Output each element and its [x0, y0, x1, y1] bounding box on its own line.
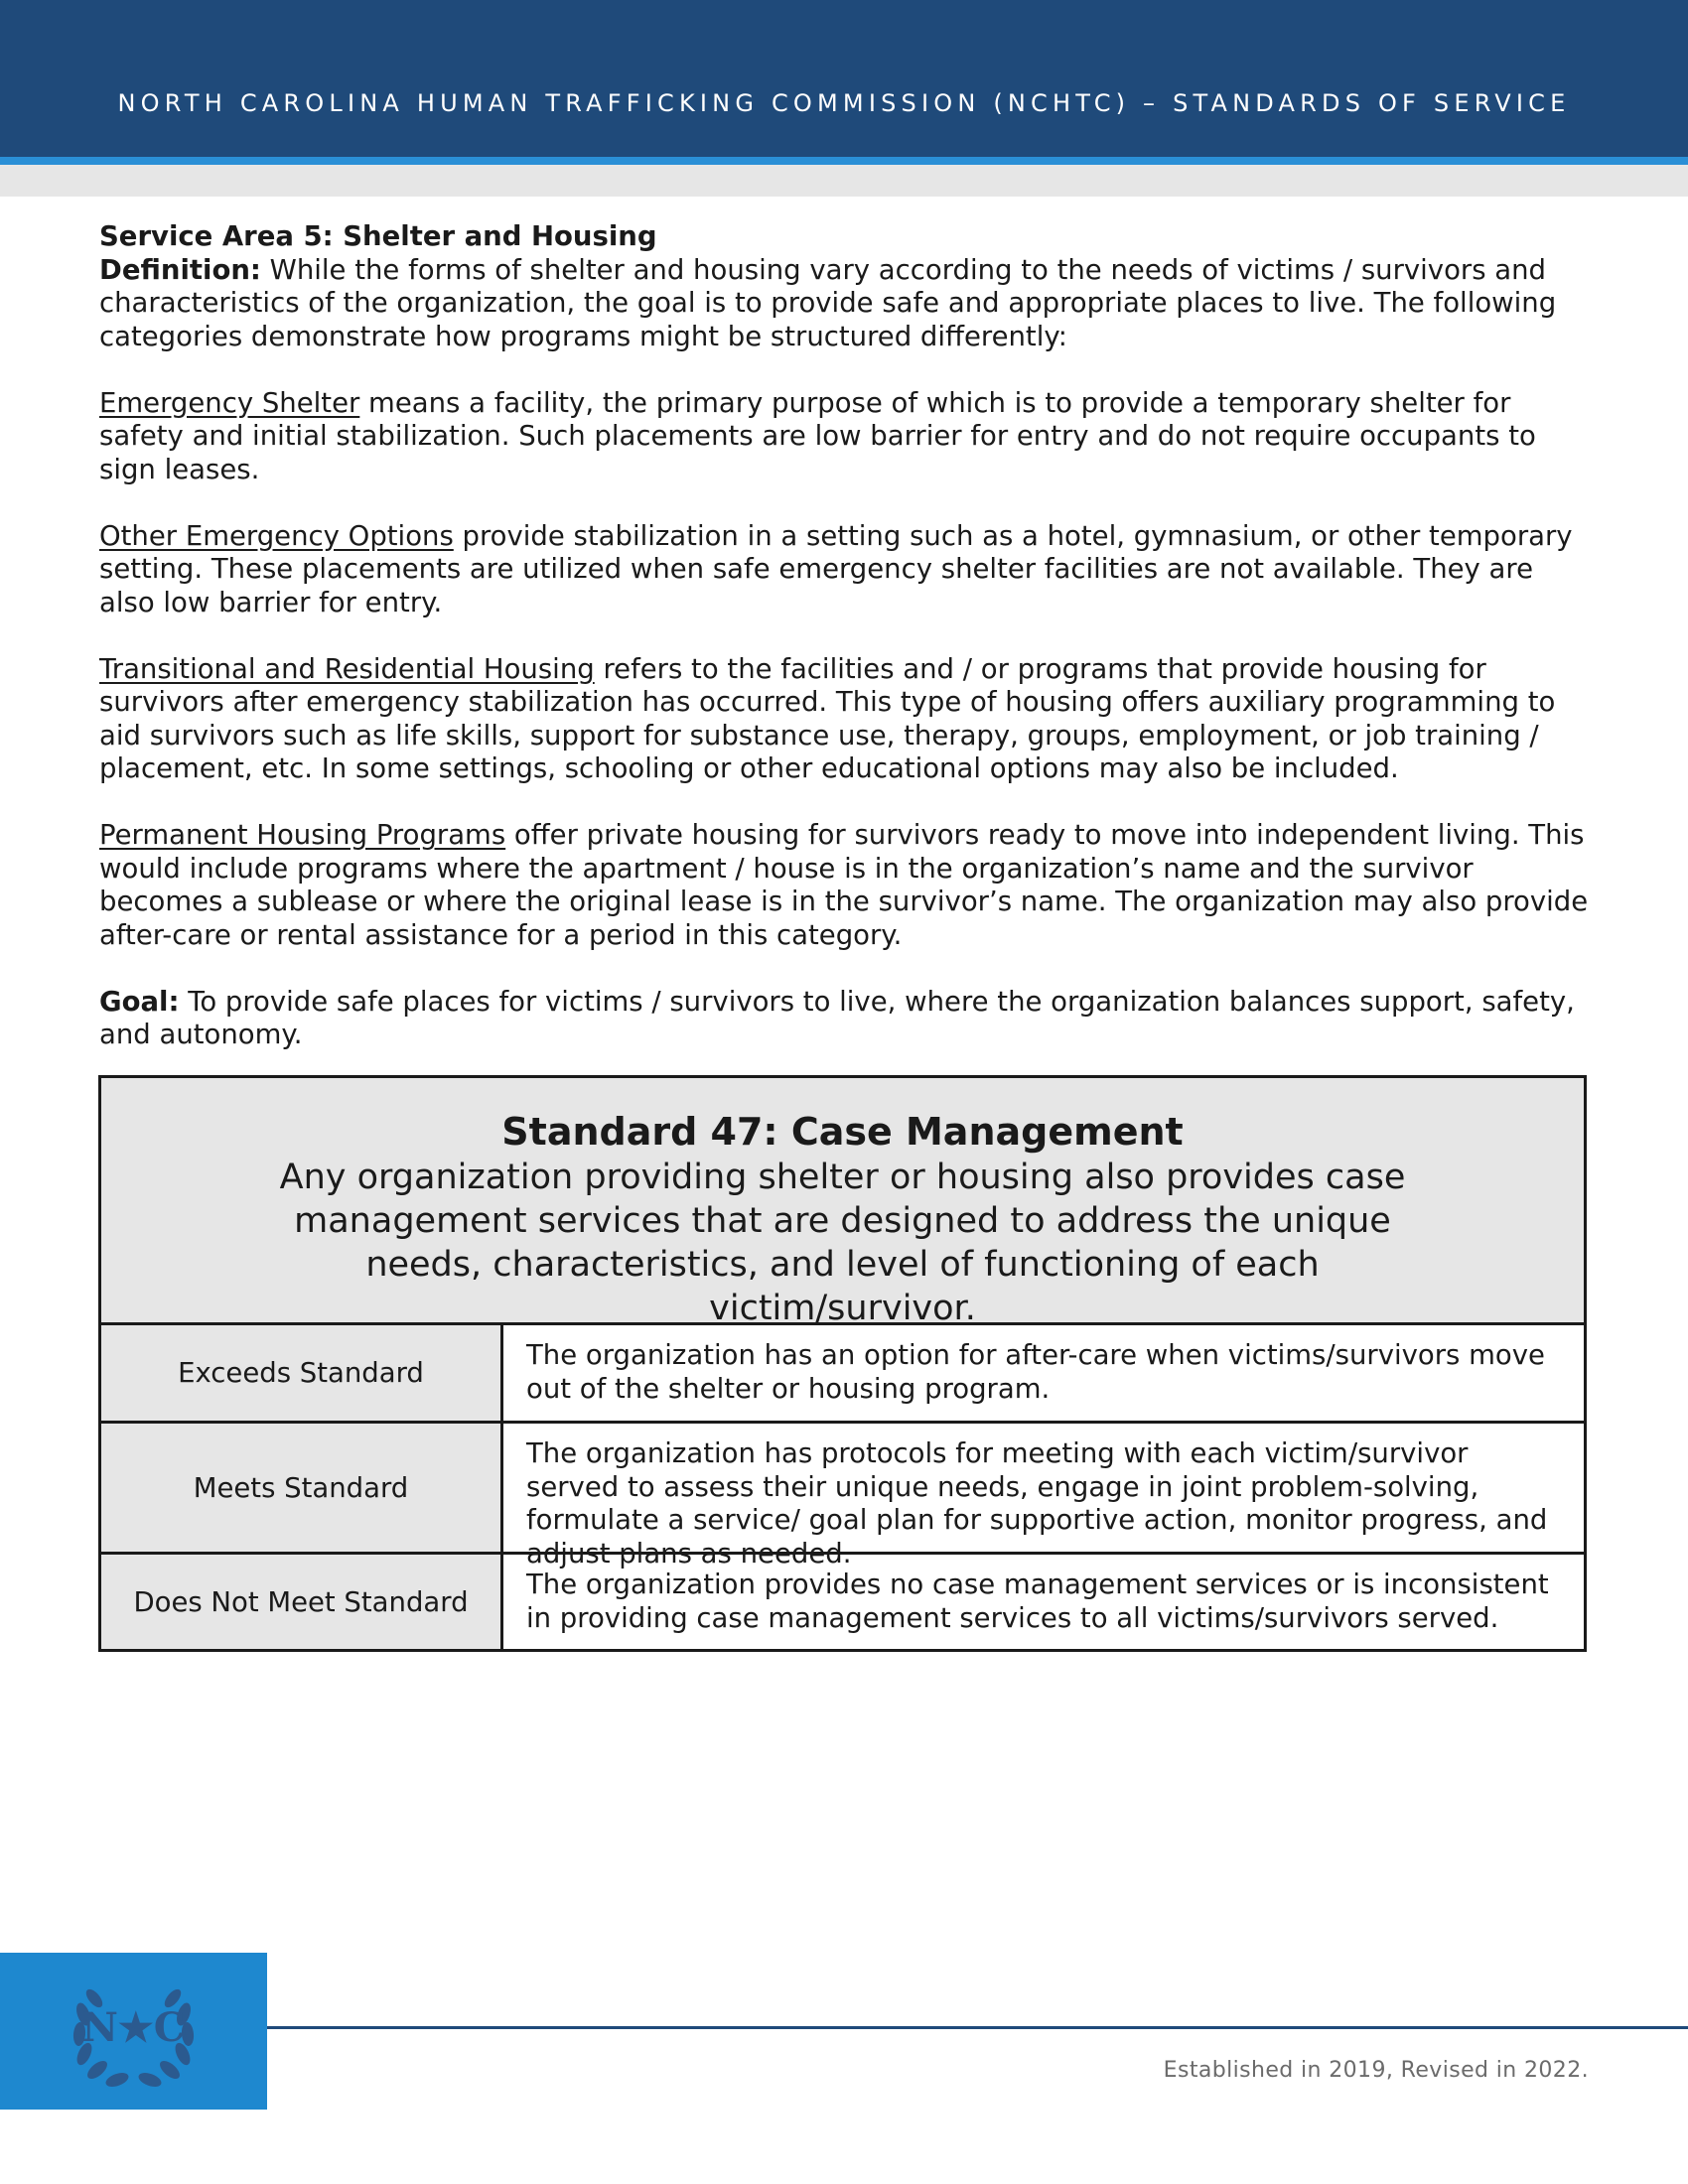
standard-table: [98, 1075, 1587, 1652]
standard-description: Any organization providing shelter or housing also provides case management services that are designed to address the unique needs, characteristics, and level of functioning of each victim/survivor.: [279, 1158, 1406, 1328]
category-emergency-shelter: [99, 387, 1589, 487]
goal-text: To provide safe places for victims / survivors to live, where the organization balances support, safety, and autonomy.: [99, 985, 1575, 1050]
category-term: Transitional and Residential Housing: [99, 652, 595, 685]
header-accent-stripe: [0, 157, 1688, 165]
category-term: Permanent Housing Programs: [99, 819, 506, 851]
category-text: refers to the facilities and / or programs that provide housing for survivors after emergency stabilization has occurred. This type of housing offers auxiliary programming to aid survivors such as life skills, support for substance use, therapy, groups, employment, or job training / placement, etc. In some settings, schooling or other educational options may also be included.: [99, 652, 1556, 784]
definition-paragraph: [99, 254, 1589, 354]
definition-text: While the forms of shelter and housing vary according to the needs of victims / survivors and characteristics of the organization, the goal is to provide safe and appropriate places to live. The following categories demonstrate how programs might be structured differently:: [99, 253, 1557, 352]
definition-label: Definition:: [99, 253, 261, 286]
table-row-exceeds: [101, 1325, 1584, 1421]
standard-title: Standard 47: Case Management: [501, 1110, 1184, 1154]
row-text: The organization provides no case management services or is inconsistent in providing case management services to all victims/survivors served.: [526, 1569, 1549, 1634]
category-term: Other Emergency Options: [99, 519, 454, 552]
row-label: Does Not Meet Standard: [101, 1555, 503, 1649]
nc-logo: [0, 1953, 267, 2110]
row-label: Exceeds Standard: [101, 1325, 503, 1421]
section-content: [99, 220, 1589, 1085]
category-text: means a facility, the primary purpose of which is to provide a temporary shelter for safety and initial stabilization. Such placements are low barrier for entry and do not require occupants to sign leases.: [99, 386, 1536, 485]
category-other-emergency-options: [99, 520, 1589, 620]
section-heading: Service Area 5: Shelter and Housing: [99, 220, 657, 252]
category-transitional-housing: [99, 653, 1589, 786]
table-row-meets: [101, 1421, 1584, 1570]
header-title: NORTH CAROLINA HUMAN TRAFFICKING COMMISSION (NCHTC) – STANDARDS OF SERVICE: [117, 89, 1571, 117]
footer-rule: [267, 2026, 1688, 2029]
row-text: The organization has an option for after-care when victims/survivors move out of the shelter or housing program.: [526, 1339, 1545, 1405]
row-text: The organization has protocols for meeting with each victim/survivor served to assess their unique needs, engage in joint problem-solving, formulate a service/ goal plan for supportive action, monitor progress, and adjust plans as needed.: [526, 1437, 1548, 1570]
row-label: Meets Standard: [101, 1424, 503, 1552]
table-row-does-not-meet: [101, 1552, 1584, 1649]
goal-label: Goal:: [99, 985, 180, 1018]
category-text: provide stabilization in a setting such as a hotel, gymnasium, or other temporary setting. These placements are utilized when safe emergency shelter facilities are not available. They are also low barrier for entry.: [99, 519, 1573, 618]
logo-text: N★C: [81, 2004, 186, 2051]
goal-paragraph: [99, 986, 1589, 1052]
header-gray-band: [0, 165, 1688, 197]
established-note: Established in 2019, Revised in 2022.: [1163, 2058, 1589, 2083]
standard-header: [101, 1078, 1584, 1328]
category-term: Emergency Shelter: [99, 386, 360, 419]
header-band: [0, 0, 1688, 157]
category-permanent-housing: [99, 819, 1589, 952]
category-text: offer private housing for survivors ready to move into independent living. This would include programs where the apartment / house is in the organization’s name and the survivor becomes a sublease or where the original lease is in the survivor’s name. The organization may also provide after-care or rental assistance for a period in this category.: [99, 819, 1589, 951]
